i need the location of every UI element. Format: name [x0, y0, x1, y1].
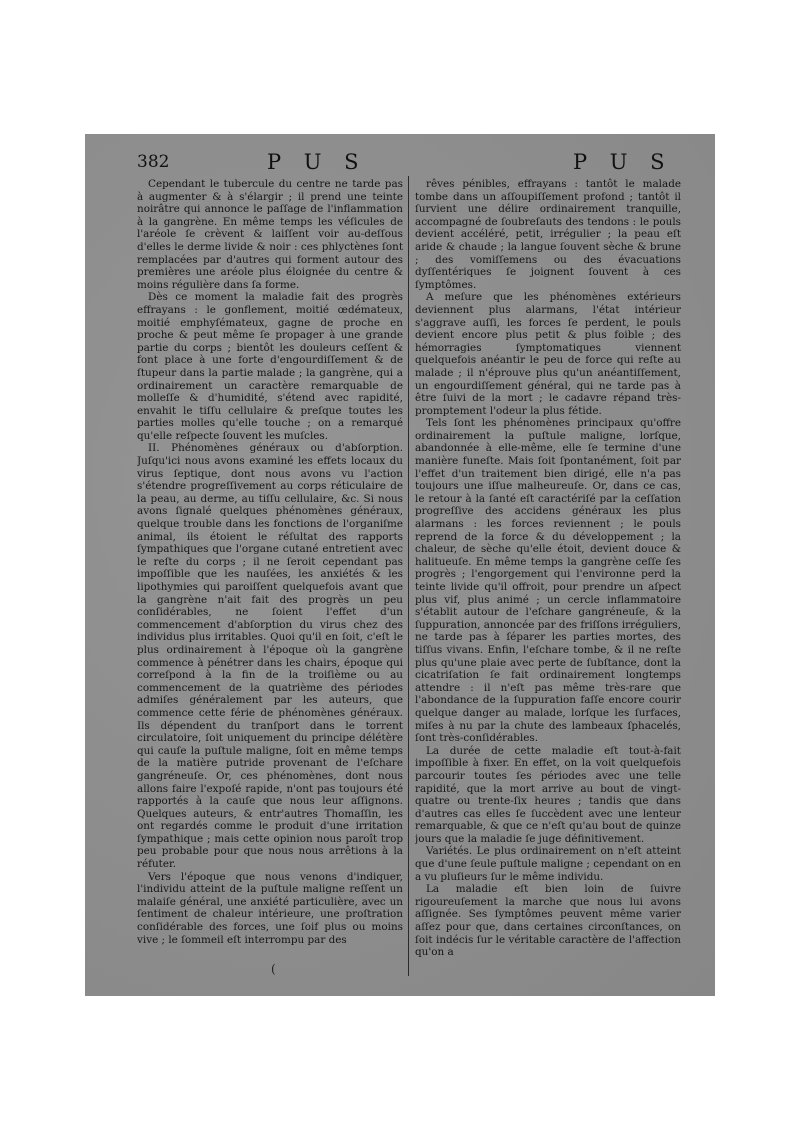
paragraph: A meſure que les phénomènes extérieurs deviennent plus alarmans, l'état intérieur s'aggrave auſſi, les forces ſe perdent, le pouls devient encore plus petit & plus foible ; des hémorragies ſymptomatiques viennent quelquefois anéantir le peu de force qui reſte au malade ; il n'éprouve plus qu'un anéantiſſement, un engourdiſſement général, qui ne tarde pas à être ſuivi de la mort ; le cadavre répand très-promptement l'odeur la plus fétide.: [415, 291, 681, 417]
ink-mark: (: [271, 962, 276, 976]
paragraph: Dès ce moment la maladie fait des progrès effrayans : le gonflement, moitié œdémateux, moitié emphyſémateux, gagne de proche en proche & peut même ſe propager à une grande partie du corps ; bientôt les douleurs ceſſent & font place à une forte d'engourdiſſement & de ſtupeur dans la partie malade ; la gangrène, qui a ordinairement un caractère remarquable de molleſſe & d'humidité, s'étend avec rapidité, envahit le tiſſu cellulaire & preſque toutes les parties molles qu'elle touche ; on a remarqué qu'elle reſpecte ſouvent les muſcles.: [137, 291, 403, 442]
running-head-left: P U S: [267, 150, 367, 174]
paragraph: Variétés. Le plus ordinairement on n'eſt atteint que d'une ſeule puſtule maligne ; cependant on en a vu pluſieurs ſur le même individu.: [415, 845, 681, 883]
scanned-page: [85, 134, 715, 996]
page-number: 382: [137, 152, 170, 172]
paragraph: II. Phénomènes généraux ou d'abſorption. Juſqu'ici nous avons examiné les effets locaux du virus ſeptique, dont nous avons vu l'action s'étendre progreſſivement au corps réticulaire de la peau, au derme, au tiſſu cellulaire, &c. Si nous avons ſignalé quelques phénomènes généraux, quelque trouble dans les fonctions de l'organiſme animal, ils étoient le réſultat des rapports ſympathiques que l'organe cutané entretient avec le reſte du corps ; il ne ſeroit cependant pas impoſſible que les nauſées, les anxiétés & les lipothymies qui paroiſſent quelquefois avant que la gangrène n'ait fait des progrès un peu conſidérables, ne ſoient l'effet d'un commencement d'abſorption du virus chez des individus plus irritables. Quoi qu'il en ſoit, c'eſt le plus ordinairement à l'époque où la gangrène commence à pénétrer dans les chairs, époque qui correſpond à la fin de la troiſième ou au commencement de la quatrième des périodes admiſes généralement par les auteurs, que commence cette férie de phénomènes généraux. Ils dépendent du tranſport dans le torrent circulatoire, ſoit uniquement du principe délétère qui cauſe la puſtule maligne, ſoit en même temps de la matière putride provenant de l'eſchare gangréneuſe. Or, ces phénomènes, dont nous allons faire l'expoſé rapide, n'ont pas toujours été rapportés à la cauſe que nous leur aſſignons. Quelques auteurs, & entr'autres Thomaſſin, les ont regardés comme le produit d'une irritation ſympathique ; mais cette opinion nous paroît trop peu probable pour que nous nous arrêtions à la réfuter.: [137, 442, 403, 871]
paragraph: La maladie eſt bien loin de ſuivre rigoureuſement la marche que nous lui avons aſſignée. Ses ſymptômes peuvent même varier aſſez pour que, dans certaines circonſtances, on ſoit indécis ſur le véritable caractère de l'affection qu'on a: [415, 883, 681, 959]
left-column: [137, 178, 403, 978]
running-head-right: P U S: [573, 150, 673, 174]
paragraph: Tels ſont les phénomènes principaux qu'offre ordinairement la puſtule maligne, lorſque, abandonnée à elle-même, elle ſe termine d'une manière funeſte. Mais ſoit ſpontanément, ſoit par l'effet d'un traitement bien dirigé, elle n'a pas toujours une iſſue malheureuſe. Or, dans ce cas, le retour à la ſanté eſt caractériſé par la ceſſation progreſſive des accidens généraux les plus alarmans : les forces reviennent ; le pouls reprend de la force & du développement ; la chaleur, de sèche qu'elle étoit, devient douce & halitueuſe. En même temps la gangrène ceſſe ſes progrès ; l'engorgement qui l'environne perd la teinte livide qu'il offroit, pour prendre un aſpect plus vif, plus animé ; un cercle inflammatoire s'établit autour de l'eſchare gangréneuſe, & la ſuppuration, annoncée par des friſſons irréguliers, ne tarde pas à ſéparer les parties mortes, des tiſſus vivans. Enfin, l'eſchare tombe, & il ne reſte plus qu'une plaie avec perte de ſubſtance, dont la cicatriſation ſe fait ordinairement longtemps attendre : il n'eſt pas même très-rare que l'abondance de la ſuppuration faſſe encore courir quelque danger au malade, lorſque les ſurfaces, miſes à nu par la chute des lambeaux ſphacelés, ſont très-conſidérables.: [415, 417, 681, 745]
paragraph: Cependant le tubercule du centre ne tarde pas à augmenter & à s'élargir ; il prend une teinte noirâtre qui annonce le paſſage de l'inflammation à la gangrène. En même temps les véſicules de l'aréole ſe crèvent & laiſſent voir au-deſſous d'elles le derme livide & noir : ces phlyctènes ſont remplacées par d'autres qui forment autour des premières une aréole plus éloignée du centre & moins régulière dans ſa forme.: [137, 178, 403, 291]
paragraph: Vers l'époque que nous venons d'indiquer, l'individu atteint de la puſtule maligne reſſent un malaiſe général, une anxiété particulière, avec un ſentiment de chaleur intérieure, une proſtration conſidérable des forces, une ſoif plus ou moins vive ; le ſommeil eſt interrompu par des: [137, 870, 403, 946]
column-divider: [408, 176, 409, 976]
paragraph: La durée de cette maladie eſt tout-à-fait impoſſible à fixer. En effet, on la voit quelquefois parcourir toutes ſes périodes avec une telle rapidité, que la mort arrive au bout de vingt-quatre ou trente-ſix heures ; tandis que dans d'autres cas elles ſe ſuccèdent avec une lenteur remarquable, & que ce n'eſt qu'au bout de quinze jours que la maladie ſe juge définitivement.: [415, 744, 681, 845]
paragraph: rêves pénibles, effrayans : tantôt le malade tombe dans un aſſoupiſſement profond ; tantôt il ſurvient une délire ordinairement tranquille, accompagné de ſoubreſauts des tendons : le pouls devient accéléré, petit, irrégulier ; la peau eſt aride & chaude ; la langue ſouvent sèche & brune ; des vomiſſemens ou des évacuations dyſſentériques ſe joignent ſouvent à ces ſymptômes.: [415, 178, 681, 291]
page-header: [137, 148, 703, 178]
right-column: [415, 178, 681, 978]
